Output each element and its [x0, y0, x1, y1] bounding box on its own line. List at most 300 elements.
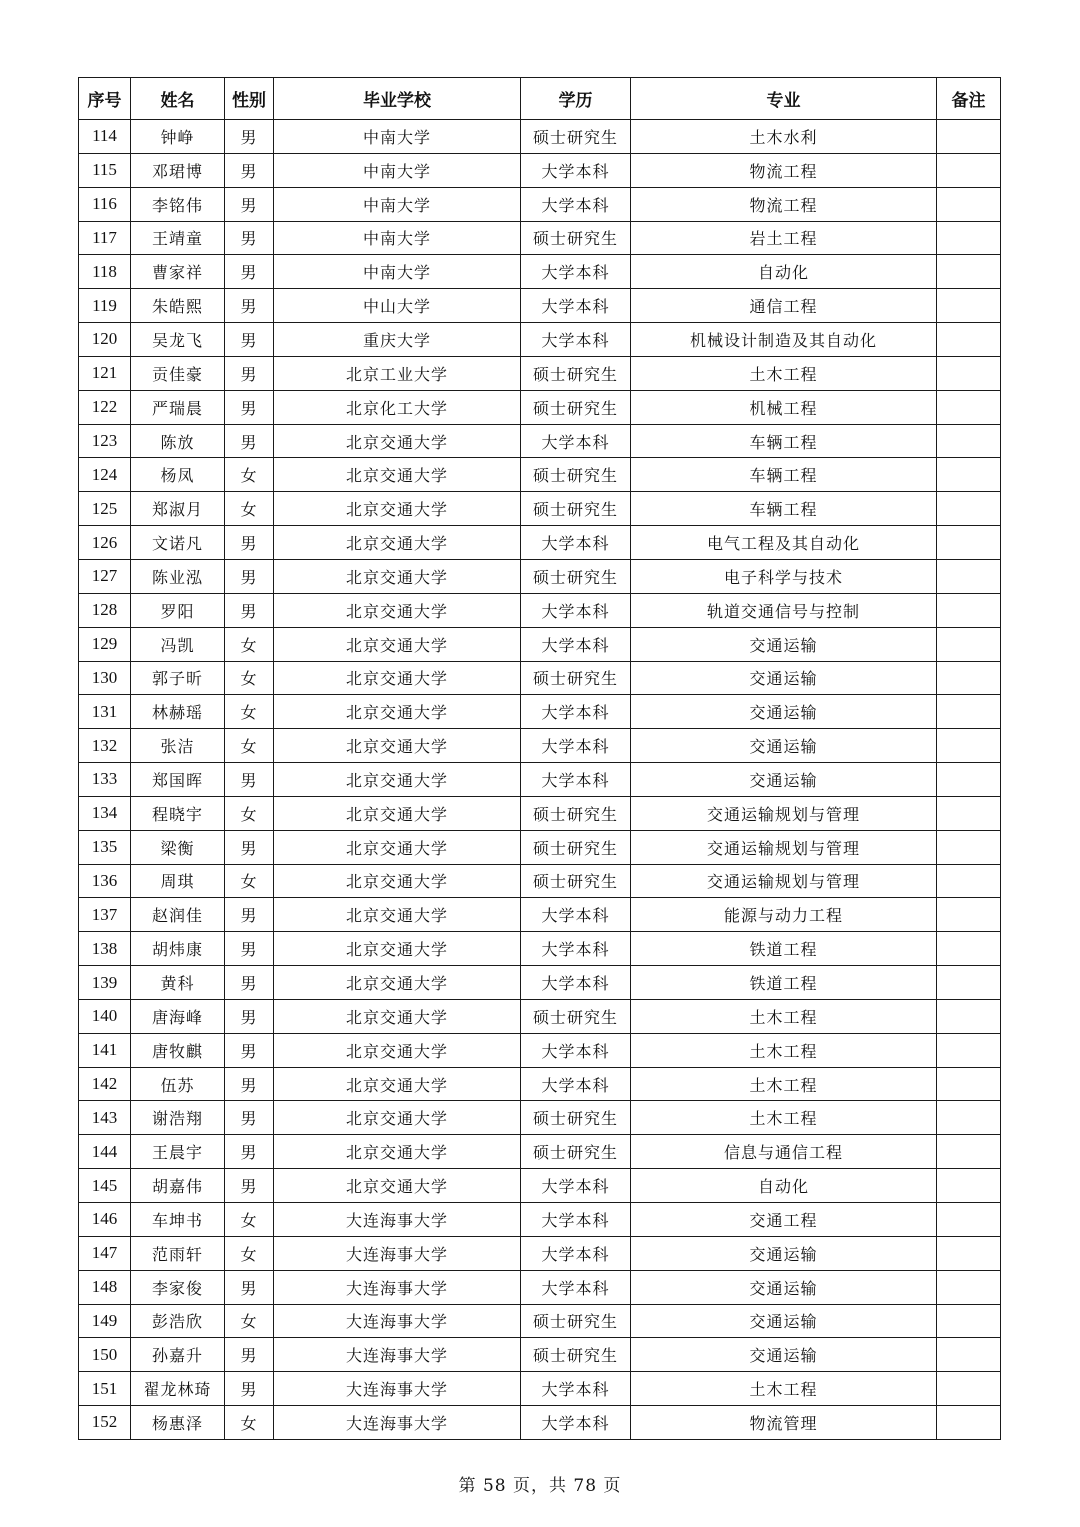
- cell-remarks: [937, 593, 1001, 627]
- cell-remarks: [937, 1236, 1001, 1270]
- cell-school: 北京交通大学: [274, 864, 521, 898]
- table-row: [79, 356, 1001, 390]
- cell-remarks: [937, 1033, 1001, 1067]
- cell-degree: 大学本科: [521, 763, 631, 797]
- cell-name: 郭子昕: [131, 661, 225, 695]
- cell-degree: 硕士研究生: [521, 458, 631, 492]
- cell-remarks: [937, 187, 1001, 221]
- cell-remarks: [937, 559, 1001, 593]
- table-row: [79, 153, 1001, 187]
- cell-gender: 男: [225, 187, 274, 221]
- candidate-table: [78, 77, 1001, 1440]
- cell-name: 胡嘉伟: [131, 1169, 225, 1203]
- cell-school: 北京交通大学: [274, 526, 521, 560]
- table-row: [79, 526, 1001, 560]
- cell-degree: 硕士研究生: [521, 221, 631, 255]
- cell-school: 北京交通大学: [274, 1067, 521, 1101]
- cell-serial: 116: [79, 187, 131, 221]
- cell-major: 土木水利: [631, 120, 937, 154]
- cell-gender: 男: [225, 221, 274, 255]
- cell-school: 北京交通大学: [274, 1135, 521, 1169]
- cell-remarks: [937, 661, 1001, 695]
- cell-remarks: [937, 763, 1001, 797]
- cell-major: 交通运输: [631, 661, 937, 695]
- table-row: [79, 255, 1001, 289]
- cell-serial: 129: [79, 627, 131, 661]
- cell-gender: 男: [225, 1270, 274, 1304]
- cell-degree: 硕士研究生: [521, 864, 631, 898]
- cell-degree: 大学本科: [521, 187, 631, 221]
- cell-gender: 女: [225, 695, 274, 729]
- cell-remarks: [937, 255, 1001, 289]
- cell-school: 中南大学: [274, 255, 521, 289]
- cell-major: 车辆工程: [631, 492, 937, 526]
- cell-name: 朱皓熙: [131, 289, 225, 323]
- cell-gender: 男: [225, 1101, 274, 1135]
- cell-major: 交通运输规划与管理: [631, 864, 937, 898]
- cell-school: 大连海事大学: [274, 1203, 521, 1237]
- cell-degree: 硕士研究生: [521, 492, 631, 526]
- cell-gender: 男: [225, 932, 274, 966]
- cell-gender: 男: [225, 120, 274, 154]
- cell-gender: 男: [225, 526, 274, 560]
- cell-school: 北京交通大学: [274, 932, 521, 966]
- cell-serial: 149: [79, 1304, 131, 1338]
- header-school: 毕业学校: [274, 78, 521, 120]
- cell-major: 土木工程: [631, 999, 937, 1033]
- table-row: [79, 221, 1001, 255]
- cell-gender: 男: [225, 1033, 274, 1067]
- cell-remarks: [937, 695, 1001, 729]
- cell-major: 车辆工程: [631, 458, 937, 492]
- cell-major: 交通运输: [631, 1270, 937, 1304]
- cell-remarks: [937, 1304, 1001, 1338]
- table-row: [79, 1372, 1001, 1406]
- cell-major: 交通运输: [631, 695, 937, 729]
- cell-school: 中南大学: [274, 120, 521, 154]
- cell-school: 大连海事大学: [274, 1338, 521, 1372]
- cell-degree: 大学本科: [521, 1067, 631, 1101]
- cell-gender: 男: [225, 289, 274, 323]
- cell-gender: 男: [225, 356, 274, 390]
- cell-remarks: [937, 323, 1001, 357]
- cell-degree: 大学本科: [521, 289, 631, 323]
- cell-school: 北京交通大学: [274, 729, 521, 763]
- table-row: [79, 932, 1001, 966]
- cell-degree: 硕士研究生: [521, 830, 631, 864]
- header-remarks: 备注: [937, 78, 1001, 120]
- cell-name: 孙嘉升: [131, 1338, 225, 1372]
- table-row: [79, 323, 1001, 357]
- cell-school: 中南大学: [274, 221, 521, 255]
- cell-name: 文诺凡: [131, 526, 225, 560]
- cell-serial: 142: [79, 1067, 131, 1101]
- table-row: [79, 1270, 1001, 1304]
- cell-gender: 女: [225, 1406, 274, 1440]
- cell-school: 大连海事大学: [274, 1236, 521, 1270]
- cell-serial: 123: [79, 424, 131, 458]
- cell-degree: 大学本科: [521, 898, 631, 932]
- cell-serial: 137: [79, 898, 131, 932]
- header-degree: 学历: [521, 78, 631, 120]
- cell-name: 谢浩翔: [131, 1101, 225, 1135]
- table-row: [79, 593, 1001, 627]
- cell-gender: 男: [225, 424, 274, 458]
- page-footer: 第 58 页，共 78 页: [458, 1476, 622, 1496]
- cell-school: 中山大学: [274, 289, 521, 323]
- cell-degree: 大学本科: [521, 932, 631, 966]
- cell-gender: 男: [225, 1135, 274, 1169]
- cell-remarks: [937, 966, 1001, 1000]
- cell-major: 电子科学与技术: [631, 559, 937, 593]
- cell-gender: 男: [225, 255, 274, 289]
- cell-name: 冯凯: [131, 627, 225, 661]
- cell-degree: 硕士研究生: [521, 1135, 631, 1169]
- table-row: [79, 1135, 1001, 1169]
- cell-major: 交通运输规划与管理: [631, 796, 937, 830]
- table-row: [79, 627, 1001, 661]
- cell-school: 北京交通大学: [274, 458, 521, 492]
- cell-school: 大连海事大学: [274, 1304, 521, 1338]
- cell-name: 梁衡: [131, 830, 225, 864]
- cell-remarks: [937, 1372, 1001, 1406]
- cell-school: 重庆大学: [274, 323, 521, 357]
- cell-name: 罗阳: [131, 593, 225, 627]
- table-row: [79, 390, 1001, 424]
- cell-major: 电气工程及其自动化: [631, 526, 937, 560]
- cell-school: 北京交通大学: [274, 627, 521, 661]
- cell-school: 北京交通大学: [274, 763, 521, 797]
- cell-name: 王晨宇: [131, 1135, 225, 1169]
- cell-major: 轨道交通信号与控制: [631, 593, 937, 627]
- cell-major: 机械工程: [631, 390, 937, 424]
- cell-school: 北京交通大学: [274, 593, 521, 627]
- cell-name: 杨凤: [131, 458, 225, 492]
- cell-serial: 148: [79, 1270, 131, 1304]
- header-name: 姓名: [131, 78, 225, 120]
- table-row: [79, 763, 1001, 797]
- cell-school: 北京工业大学: [274, 356, 521, 390]
- cell-remarks: [937, 1135, 1001, 1169]
- cell-name: 胡炜康: [131, 932, 225, 966]
- table-row: [79, 458, 1001, 492]
- cell-degree: 硕士研究生: [521, 1101, 631, 1135]
- cell-serial: 152: [79, 1406, 131, 1440]
- cell-degree: 大学本科: [521, 323, 631, 357]
- cell-degree: 大学本科: [521, 1270, 631, 1304]
- table-header: [79, 78, 1001, 120]
- cell-serial: 124: [79, 458, 131, 492]
- cell-remarks: [937, 932, 1001, 966]
- cell-serial: 131: [79, 695, 131, 729]
- cell-gender: 男: [225, 323, 274, 357]
- table-row: [79, 424, 1001, 458]
- cell-school: 北京交通大学: [274, 1169, 521, 1203]
- cell-major: 交通运输: [631, 627, 937, 661]
- cell-major: 交通运输: [631, 763, 937, 797]
- cell-degree: 硕士研究生: [521, 356, 631, 390]
- header-row: [79, 78, 1001, 120]
- cell-name: 贡佳豪: [131, 356, 225, 390]
- cell-school: 北京交通大学: [274, 830, 521, 864]
- cell-name: 范雨轩: [131, 1236, 225, 1270]
- cell-major: 土木工程: [631, 1033, 937, 1067]
- cell-remarks: [937, 1067, 1001, 1101]
- table-row: [79, 492, 1001, 526]
- table-row: [79, 1169, 1001, 1203]
- cell-remarks: [937, 1101, 1001, 1135]
- cell-major: 铁道工程: [631, 966, 937, 1000]
- cell-serial: 117: [79, 221, 131, 255]
- table-row: [79, 1304, 1001, 1338]
- cell-remarks: [937, 221, 1001, 255]
- cell-serial: 135: [79, 830, 131, 864]
- cell-remarks: [937, 1169, 1001, 1203]
- cell-serial: 125: [79, 492, 131, 526]
- cell-remarks: [937, 1406, 1001, 1440]
- cell-serial: 119: [79, 289, 131, 323]
- cell-major: 交通运输: [631, 729, 937, 763]
- cell-name: 郑淑月: [131, 492, 225, 526]
- cell-remarks: [937, 999, 1001, 1033]
- cell-school: 北京交通大学: [274, 559, 521, 593]
- cell-major: 土木工程: [631, 1101, 937, 1135]
- cell-remarks: [937, 356, 1001, 390]
- cell-serial: 139: [79, 966, 131, 1000]
- cell-major: 信息与通信工程: [631, 1135, 937, 1169]
- cell-gender: 男: [225, 763, 274, 797]
- cell-remarks: [937, 1338, 1001, 1372]
- cell-serial: 146: [79, 1203, 131, 1237]
- cell-degree: 大学本科: [521, 1406, 631, 1440]
- cell-serial: 132: [79, 729, 131, 763]
- cell-degree: 大学本科: [521, 593, 631, 627]
- header-major: 专业: [631, 78, 937, 120]
- cell-major: 物流管理: [631, 1406, 937, 1440]
- cell-remarks: [937, 120, 1001, 154]
- cell-school: 北京交通大学: [274, 695, 521, 729]
- cell-school: 大连海事大学: [274, 1406, 521, 1440]
- cell-name: 杨惠泽: [131, 1406, 225, 1440]
- cell-remarks: [937, 492, 1001, 526]
- cell-degree: 大学本科: [521, 695, 631, 729]
- table-row: [79, 999, 1001, 1033]
- cell-serial: 143: [79, 1101, 131, 1135]
- cell-degree: 硕士研究生: [521, 796, 631, 830]
- cell-serial: 122: [79, 390, 131, 424]
- cell-gender: 女: [225, 1304, 274, 1338]
- table-row: [79, 1067, 1001, 1101]
- cell-gender: 男: [225, 559, 274, 593]
- cell-degree: 大学本科: [521, 1372, 631, 1406]
- cell-degree: 硕士研究生: [521, 999, 631, 1033]
- cell-name: 吴龙飞: [131, 323, 225, 357]
- table-row: [79, 120, 1001, 154]
- cell-name: 唐海峰: [131, 999, 225, 1033]
- cell-name: 张洁: [131, 729, 225, 763]
- cell-name: 邓珺博: [131, 153, 225, 187]
- cell-major: 土木工程: [631, 1067, 937, 1101]
- cell-gender: 女: [225, 864, 274, 898]
- cell-school: 中南大学: [274, 153, 521, 187]
- cell-major: 车辆工程: [631, 424, 937, 458]
- cell-serial: 118: [79, 255, 131, 289]
- cell-remarks: [937, 390, 1001, 424]
- table-row: [79, 898, 1001, 932]
- cell-name: 彭浩欣: [131, 1304, 225, 1338]
- table-row: [79, 1338, 1001, 1372]
- cell-major: 交通工程: [631, 1203, 937, 1237]
- cell-name: 王靖童: [131, 221, 225, 255]
- cell-name: 郑国晖: [131, 763, 225, 797]
- cell-remarks: [937, 898, 1001, 932]
- cell-degree: 大学本科: [521, 966, 631, 1000]
- cell-gender: 女: [225, 1203, 274, 1237]
- cell-serial: 130: [79, 661, 131, 695]
- cell-name: 黄科: [131, 966, 225, 1000]
- cell-name: 翟龙林琦: [131, 1372, 225, 1406]
- table-row: [79, 289, 1001, 323]
- cell-gender: 男: [225, 999, 274, 1033]
- cell-serial: 147: [79, 1236, 131, 1270]
- cell-serial: 114: [79, 120, 131, 154]
- table-row: [79, 966, 1001, 1000]
- cell-name: 唐牧麒: [131, 1033, 225, 1067]
- cell-degree: 大学本科: [521, 424, 631, 458]
- cell-school: 中南大学: [274, 187, 521, 221]
- table-row: [79, 559, 1001, 593]
- cell-gender: 男: [225, 1169, 274, 1203]
- cell-serial: 120: [79, 323, 131, 357]
- cell-major: 交通运输: [631, 1338, 937, 1372]
- cell-remarks: [937, 627, 1001, 661]
- cell-serial: 150: [79, 1338, 131, 1372]
- cell-gender: 女: [225, 729, 274, 763]
- cell-remarks: [937, 289, 1001, 323]
- table-row: [79, 864, 1001, 898]
- table-body: [79, 120, 1001, 1440]
- cell-school: 北京交通大学: [274, 796, 521, 830]
- table-row: [79, 1033, 1001, 1067]
- header-serial: 序号: [79, 78, 131, 120]
- cell-serial: 144: [79, 1135, 131, 1169]
- cell-name: 周琪: [131, 864, 225, 898]
- cell-gender: 女: [225, 492, 274, 526]
- cell-major: 岩土工程: [631, 221, 937, 255]
- cell-name: 严瑞晨: [131, 390, 225, 424]
- cell-serial: 133: [79, 763, 131, 797]
- cell-school: 北京交通大学: [274, 492, 521, 526]
- cell-serial: 127: [79, 559, 131, 593]
- cell-remarks: [937, 1270, 1001, 1304]
- cell-degree: 硕士研究生: [521, 1304, 631, 1338]
- cell-school: 北京化工大学: [274, 390, 521, 424]
- cell-school: 北京交通大学: [274, 661, 521, 695]
- cell-serial: 145: [79, 1169, 131, 1203]
- table-row: [79, 1203, 1001, 1237]
- cell-school: 大连海事大学: [274, 1372, 521, 1406]
- cell-remarks: [937, 424, 1001, 458]
- cell-name: 陈业泓: [131, 559, 225, 593]
- cell-gender: 女: [225, 627, 274, 661]
- cell-degree: 大学本科: [521, 627, 631, 661]
- cell-remarks: [937, 458, 1001, 492]
- cell-major: 物流工程: [631, 153, 937, 187]
- cell-remarks: [937, 864, 1001, 898]
- cell-gender: 女: [225, 661, 274, 695]
- cell-gender: 男: [225, 1372, 274, 1406]
- cell-school: 北京交通大学: [274, 1033, 521, 1067]
- cell-gender: 女: [225, 458, 274, 492]
- header-gender: 性别: [225, 78, 274, 120]
- cell-school: 北京交通大学: [274, 1101, 521, 1135]
- cell-degree: 大学本科: [521, 255, 631, 289]
- cell-remarks: [937, 153, 1001, 187]
- cell-serial: 141: [79, 1033, 131, 1067]
- cell-major: 机械设计制造及其自动化: [631, 323, 937, 357]
- table-row: [79, 1101, 1001, 1135]
- cell-name: 林赫瑶: [131, 695, 225, 729]
- cell-gender: 女: [225, 1236, 274, 1270]
- cell-degree: 硕士研究生: [521, 390, 631, 424]
- cell-major: 土木工程: [631, 1372, 937, 1406]
- cell-school: 北京交通大学: [274, 999, 521, 1033]
- cell-school: 北京交通大学: [274, 966, 521, 1000]
- cell-gender: 男: [225, 898, 274, 932]
- cell-name: 钟峥: [131, 120, 225, 154]
- table-row: [79, 1406, 1001, 1440]
- cell-serial: 136: [79, 864, 131, 898]
- cell-serial: 126: [79, 526, 131, 560]
- cell-gender: 男: [225, 153, 274, 187]
- cell-remarks: [937, 1203, 1001, 1237]
- cell-degree: 硕士研究生: [521, 120, 631, 154]
- cell-gender: 男: [225, 593, 274, 627]
- cell-serial: 115: [79, 153, 131, 187]
- cell-name: 陈放: [131, 424, 225, 458]
- cell-major: 自动化: [631, 255, 937, 289]
- cell-name: 李家俊: [131, 1270, 225, 1304]
- cell-major: 自动化: [631, 1169, 937, 1203]
- cell-gender: 男: [225, 830, 274, 864]
- cell-major: 交通运输: [631, 1236, 937, 1270]
- cell-degree: 大学本科: [521, 1033, 631, 1067]
- cell-gender: 男: [225, 966, 274, 1000]
- cell-degree: 大学本科: [521, 526, 631, 560]
- cell-major: 交通运输规划与管理: [631, 830, 937, 864]
- cell-major: 土木工程: [631, 356, 937, 390]
- cell-name: 程晓宇: [131, 796, 225, 830]
- cell-serial: 121: [79, 356, 131, 390]
- cell-school: 北京交通大学: [274, 424, 521, 458]
- table-row: [79, 1236, 1001, 1270]
- cell-degree: 大学本科: [521, 1203, 631, 1237]
- cell-degree: 硕士研究生: [521, 559, 631, 593]
- cell-major: 铁道工程: [631, 932, 937, 966]
- cell-serial: 128: [79, 593, 131, 627]
- cell-serial: 140: [79, 999, 131, 1033]
- cell-major: 交通运输: [631, 1304, 937, 1338]
- cell-major: 物流工程: [631, 187, 937, 221]
- cell-name: 李铭伟: [131, 187, 225, 221]
- cell-degree: 大学本科: [521, 153, 631, 187]
- table-row: [79, 695, 1001, 729]
- cell-serial: 151: [79, 1372, 131, 1406]
- cell-gender: 女: [225, 796, 274, 830]
- table-row: [79, 796, 1001, 830]
- cell-name: 车坤书: [131, 1203, 225, 1237]
- cell-remarks: [937, 830, 1001, 864]
